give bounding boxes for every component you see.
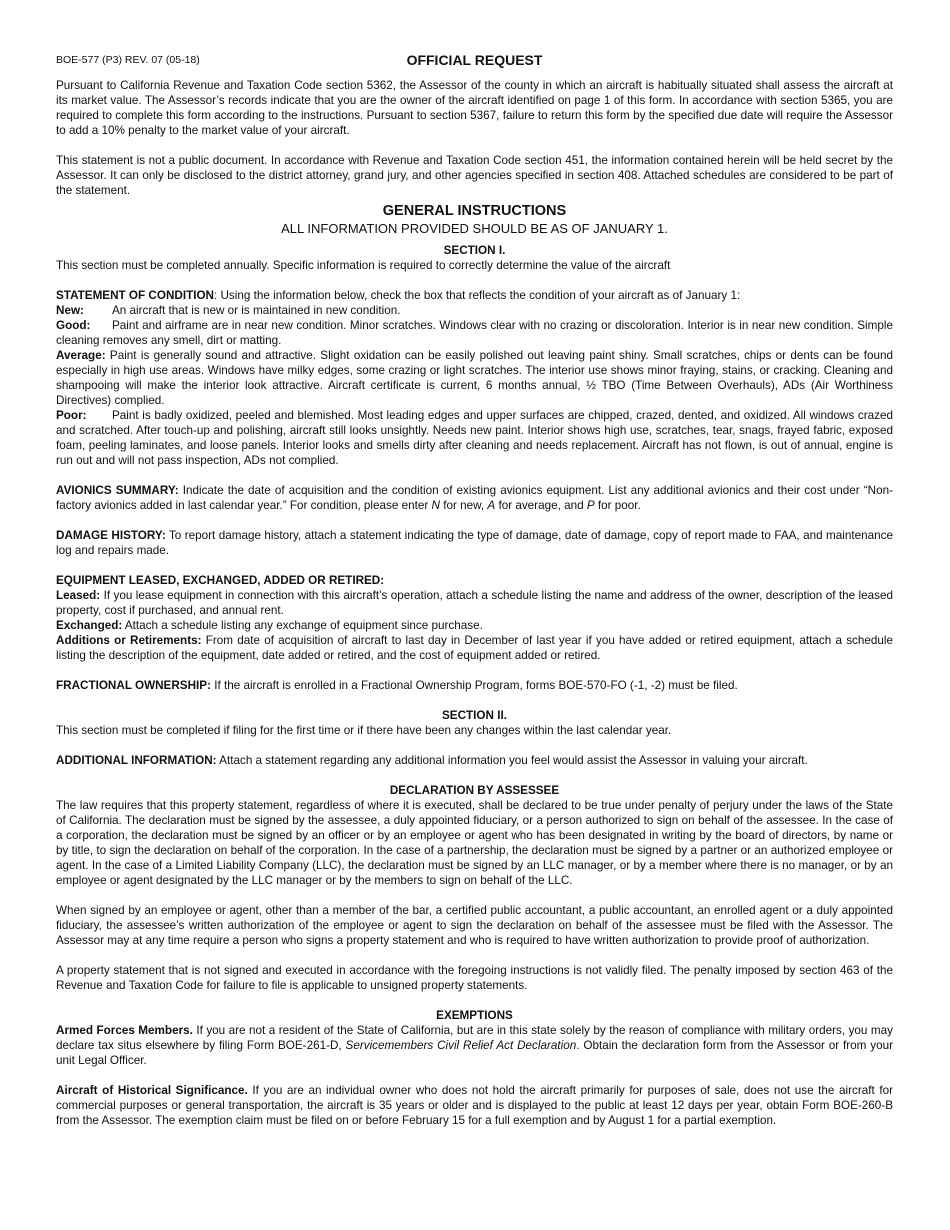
- condition-poor: Poor: Paint is badly oxidized, peeled and blemished. Most leading edges and upper surfaces are chipped, crazed, dented, and oxidized. All windows crazed and scratched. After touch-up and polishing, aircraft still looks unsightly. Needs new paint. Interior shows high use, scratches, tear, snags, frayed fabric, exposed foam, peeling laminates, and loose panels. Interior looks and smells dirty after cleaning and needs replacement. Aircraft has not flown, is out of annual, engine is run out and will not pass inspection, ADs not complied.: [56, 409, 893, 467]
- condition-good: Good: Paint and airframe are in near new condition. Minor scratches. Windows clear with no crazing or discoloration. Interior is in near new condition. Simple cleaning removes any smell, dirt or matting.: [56, 319, 893, 347]
- equipment-leased: Leased: If you lease equipment in connection with this aircraft’s operation, attach a schedule listing the name and address of the owner, description of the leased property, cost if purchased, and annual rent.: [56, 589, 893, 617]
- damage-history: DAMAGE HISTORY: To report damage history, attach a statement indicating the type of damage, date of damage, copy of report made to FAA, and maintenance log and repairs made.: [56, 529, 893, 557]
- form-header: [56, 50, 893, 72]
- condition-average: Average: Paint is generally sound and attractive. Slight oxidation can be easily polished out leaving paint shiny. Small scratches, chips or dents can be found especially in high use areas. Windows have milky edges, some crazing or light scratches. The interior use shows minor fraying, stains, or cracking. Cleaning and shampooing will make the interior look attractive. Aircraft certificate is current, 6 months annual, ½ TBO (Time Between Overhauls), ADs (Air Worthiness Directives) complied.: [56, 349, 893, 407]
- section-2-heading: SECTION II.: [442, 709, 507, 722]
- fractional-ownership: FRACTIONAL OWNERSHIP: If the aircraft is enrolled in a Fractional Ownership Program, forms BOE-570-FO (-1, -2) must be filed.: [56, 679, 738, 692]
- statement-of-condition: STATEMENT OF CONDITION: Using the information below, check the box that reflects the condition of your aircraft as of January 1:: [56, 289, 741, 302]
- general-instructions-subheading: ALL INFORMATION PROVIDED SHOULD BE AS OF JANUARY 1.: [281, 221, 668, 236]
- page-title: OFFICIAL REQUEST: [406, 52, 543, 68]
- avionics-summary: AVIONICS SUMMARY: Indicate the date of acquisition and the condition of existing avionics equipment. List any additional avionics and their cost under “Non-factory avionics added in last calendar year.” For condition, please enter N for new, A for average, and P for poor.: [56, 484, 893, 512]
- condition-label: STATEMENT OF CONDITION: [56, 289, 214, 302]
- intro-paragraph-2: This statement is not a public document. In accordance with Revenue and Taxation Code section 451, the information contained herein will be held secret by the Assessor. It can only be disclosed to the district attorney, grand jury, and other agencies specified in section 408. Attached schedules are considered to be part of the statement.: [56, 154, 893, 197]
- equipment-additions: Additions or Retirements: From date of acquisition of aircraft to last day in December of last year if you have added or retired equipment, attach a schedule listing the description of the equipment, date added or retired, and the cost of equipment added or retired.: [56, 634, 893, 662]
- declaration-heading: DECLARATION BY ASSESSEE: [389, 784, 560, 797]
- exemption-historical-aircraft: Aircraft of Historical Significance. If you are an individual owner who does not hold the aircraft primarily for purposes of sale, does not use the aircraft for commercial purposes or general transportation, the aircraft is 35 years or older and is displayed to the public at least 12 days per year, obtain Form BOE-260-B from the Assessor. The exemption claim must be filed on or before February 15 for a full exemption and by August 1 for a partial exemption.: [56, 1084, 893, 1127]
- form-number: BOE-577 (P3) REV. 07 (05-18): [56, 54, 200, 66]
- form-page: [56, 50, 893, 1128]
- equipment-heading: EQUIPMENT LEASED, EXCHANGED, ADDED OR RETIRED:: [56, 574, 385, 587]
- intro-paragraph-1: Pursuant to California Revenue and Taxation Code section 5362, the Assessor of the county in which an aircraft is habitually situated shall assess the aircraft at its market value. The Assessor’s records indicate that you are the owner of the aircraft identified on page 1 of this form. In accordance with section 5365, you are required to complete this form according to the instructions. Pursuant to section 5367, failure to return this form by the specified due date will require the Assessor to add a 10% penalty to the market value of your aircraft.: [56, 79, 893, 137]
- declaration-paragraph-2: When signed by an employee or agent, other than a member of the bar, a certified public accountant, a public accountant, an enrolled agent or a duly appointed fiduciary, the assessee’s written authorization of the employee or agent to sign the declaration on behalf of the assessee must be filed with the Assessor. The Assessor may at any time require a person who signs a property statement and who is required to have written authorization to provide proof of authorization.: [56, 904, 893, 947]
- section-1-heading: SECTION I.: [443, 244, 506, 257]
- declaration-paragraph-3: A property statement that is not signed and executed in accordance with the foregoing instructions is not validly filed. The penalty imposed by section 463 of the Revenue and Taxation Code for failure to file is applicable to unsigned property statements.: [56, 964, 893, 992]
- condition-new: New: An aircraft that is new or is maintained in new condition.: [56, 304, 401, 317]
- declaration-paragraph-1: The law requires that this property statement, regardless of where it is executed, shall be declared to be true under penalty of perjury under the laws of the State of California. The declaration must be signed by the assessee, a duly appointed fiduciary, or a person authorized to sign on behalf of the assessee. In the case of a corporation, the declaration must be signed by an officer or by an employee or agent who has been designated in writing by the board of directors, by name or by title, to sign the declaration on behalf of the corporation. In the case of a partnership, the declaration must be signed by a partner or an authorized employee or agent. In the case of a Limited Liability Company (LLC), the declaration must be signed by an LLC manager, or by a member where there is no manager, or by an employee or agent designated by the LLC manager or by the members to sign on behalf of the LLC.: [56, 799, 893, 887]
- general-instructions-heading: GENERAL INSTRUCTIONS: [382, 203, 567, 219]
- equipment-exchanged: Exchanged: Attach a schedule listing any exchange of equipment since purchase.: [56, 619, 483, 632]
- additional-information: ADDITIONAL INFORMATION: Attach a statement regarding any additional information you feel would assist the Assessor in valuing your aircraft.: [56, 754, 808, 767]
- section-2-text: This section must be completed if filing for the first time or if there have been any changes within the last calendar year.: [56, 724, 672, 737]
- exemption-armed-forces: Armed Forces Members. If you are not a resident of the State of California, but are in this state solely by the reason of compliance with military orders, you may declare tax situs elsewhere by filing Form BOE-261-D, Servicemembers Civil Relief Act Declaration. Obtain the declaration form from the Assessor or from your unit Legal Officer.: [56, 1024, 893, 1067]
- exemptions-heading: EXEMPTIONS: [436, 1009, 513, 1022]
- section-1-text: This section must be completed annually. Specific information is required to correctly determine the value of the aircraft: [56, 259, 671, 272]
